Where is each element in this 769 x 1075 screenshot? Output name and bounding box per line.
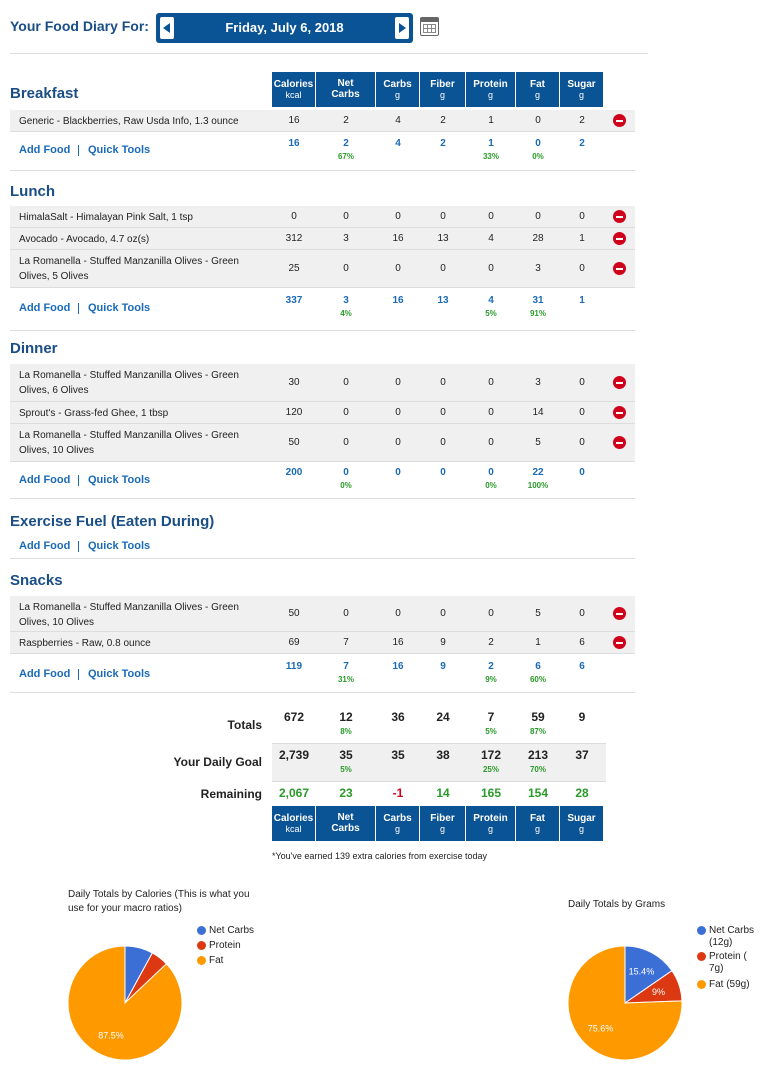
meal-total-carbs: 16 [392, 295, 404, 306]
legend-swatch [197, 926, 206, 935]
summary-goal-calories: 2,739 [278, 748, 310, 762]
food-calories: 69 [288, 637, 300, 648]
meal-total-sugar: 1 [579, 295, 585, 306]
food-fiber: 0 [440, 377, 446, 388]
pie-slice-label: 75.6% [587, 1023, 614, 1034]
meal-total-fiber: 13 [437, 295, 449, 306]
meal-pct-net-carbs: 4% [340, 309, 352, 318]
legend-swatch [197, 941, 206, 950]
legend-label: Protein ( 7g) [709, 951, 747, 974]
col-header-unit: g [439, 90, 445, 100]
pie-slice-label: 15.4% [628, 966, 655, 977]
col-header-label: Fiber [430, 813, 455, 824]
food-net-carbs: 0 [343, 263, 349, 274]
summary-totals-pct-net-carbs: 8% [340, 727, 352, 736]
food-carbs: 0 [395, 263, 401, 274]
grams-chart-title: Daily Totals by Grams [568, 899, 666, 910]
meal-total-calories: 200 [285, 467, 303, 478]
food-carbs: 0 [395, 407, 401, 418]
legend-swatch [697, 926, 706, 935]
meal-total-net-carbs: 3 [343, 295, 349, 306]
food-fat: 5 [535, 437, 541, 448]
legend-label: Net Carbs (12g) [709, 925, 755, 948]
food-fat: 14 [532, 407, 544, 418]
meal-pct-fat: 100% [527, 481, 549, 490]
food-fiber: 0 [440, 608, 446, 619]
meal-total-fiber: 0 [440, 467, 446, 478]
food-name[interactable]: La Romanella - Stuffed Manzanilla Olives - Green Olives, 10 Olives [19, 430, 239, 456]
food-net-carbs: 0 [343, 437, 349, 448]
food-sugar: 1 [579, 233, 585, 244]
meal-total-carbs: 0 [395, 467, 401, 478]
food-fiber: 2 [440, 115, 446, 126]
food-calories: 50 [288, 437, 300, 448]
meal-total-fat: 0 [535, 138, 541, 149]
add-food-link-snacks[interactable]: Add Food [19, 668, 71, 680]
col-header-label: Protein [473, 79, 508, 90]
food-name[interactable]: La Romanella - Stuffed Manzanilla Olives - Green Olives, 5 Olives [19, 256, 239, 282]
meal-title-lunch: Lunch [10, 183, 55, 200]
summary-remaining-protein: 165 [480, 786, 502, 800]
meal-pct-protein: 9% [485, 675, 497, 684]
food-calories: 120 [285, 407, 303, 418]
meal-total-calories: 337 [285, 295, 303, 306]
food-fat: 5 [535, 608, 541, 619]
quick-tools-link-lunch[interactable]: Quick Tools [88, 302, 151, 314]
food-sugar: 6 [579, 637, 585, 648]
meal-pct-net-carbs: 0% [340, 481, 352, 490]
food-net-carbs: 0 [343, 211, 349, 222]
food-protein: 0 [488, 211, 494, 222]
food-fat: 28 [532, 233, 544, 244]
meal-total-carbs: 4 [395, 138, 401, 149]
food-fat: 0 [535, 115, 541, 126]
legend-swatch [697, 980, 706, 989]
meal-pct-net-carbs: 31% [337, 675, 354, 684]
meal-pct-net-carbs: 67% [337, 152, 354, 161]
food-fat: 1 [535, 637, 541, 648]
food-carbs: 4 [395, 115, 401, 126]
col-header-label: Fiber [430, 79, 455, 90]
food-calories: 312 [285, 233, 303, 244]
col-header-label: Fat [530, 79, 545, 90]
col-header-label: Sugar [567, 79, 596, 90]
col-header-unit: g [439, 824, 445, 834]
food-name[interactable]: Generic - Blackberries, Raw Usda Info, 1.3 ounce [19, 115, 239, 127]
food-net-carbs: 0 [343, 407, 349, 418]
col-header-label: Calories [273, 79, 314, 90]
meal-total-calories: 16 [288, 138, 300, 149]
summary-label-totals: Totals [227, 718, 262, 732]
meal-total-fat: 31 [532, 295, 544, 306]
meal-total-protein: 4 [488, 295, 494, 306]
col-header-unit: g [578, 824, 584, 834]
summary-goal-carbs: 35 [391, 748, 405, 762]
food-net-carbs: 0 [343, 608, 349, 619]
legend-label: Net Carbs [209, 925, 255, 936]
food-calories: 30 [288, 377, 300, 388]
summary-goal-protein: 172 [480, 748, 502, 762]
food-protein: 4 [488, 233, 494, 244]
food-sugar: 0 [579, 407, 585, 418]
add-food-link-breakfast[interactable]: Add Food [19, 144, 71, 156]
col-header-unit: g [534, 824, 540, 834]
food-protein: 1 [488, 115, 494, 126]
food-sugar: 0 [579, 608, 585, 619]
meal-pct-fat: 0% [532, 152, 544, 161]
meal-pct-protein: 33% [482, 152, 499, 161]
summary-remaining-fat: 154 [527, 786, 549, 800]
legend-swatch [697, 952, 706, 961]
summary-remaining-calories: 2,067 [278, 786, 310, 800]
food-fiber: 0 [440, 211, 446, 222]
food-protein: 0 [488, 263, 494, 274]
meal-title-snacks: Snacks [10, 572, 63, 589]
meal-total-net-carbs: 7 [343, 661, 349, 672]
food-net-carbs: 3 [343, 233, 349, 244]
summary-totals-fiber: 24 [436, 710, 450, 724]
col-header-unit: g [394, 90, 400, 100]
summary-totals-net-carbs: 12 [339, 710, 353, 724]
food-fat: 0 [535, 211, 541, 222]
pie-slice-label: 9% [652, 986, 666, 997]
food-sugar: 0 [579, 437, 585, 448]
summary-totals-calories: 672 [283, 710, 305, 724]
food-name[interactable]: La Romanella - Stuffed Manzanilla Olives - Green Olives, 6 Olives [19, 370, 239, 396]
summary-goal-fiber: 38 [436, 748, 450, 762]
col-header-unit: g [487, 90, 493, 100]
summary-remaining-fiber: 14 [436, 786, 450, 800]
meal-total-net-carbs: 0 [343, 467, 349, 478]
pie-slice-label: 87.5% [98, 1030, 124, 1041]
food-sugar: 0 [579, 263, 585, 274]
food-name[interactable]: Avocado - Avocado, 4.7 oz(s) [19, 233, 150, 245]
add-food-link-exercise[interactable]: Add Food [19, 540, 71, 552]
meal-title-breakfast: Breakfast [10, 85, 79, 102]
food-fat: 3 [535, 263, 541, 274]
food-calories: 16 [288, 115, 300, 126]
meal-pct-fat: 60% [529, 675, 546, 684]
food-name[interactable]: La Romanella - Stuffed Manzanilla Olives - Green Olives, 10 Olives [19, 602, 239, 628]
exercise-note: *You've earned 139 extra calories from exercise today [272, 851, 488, 861]
food-protein: 2 [488, 637, 494, 648]
food-calories: 50 [288, 608, 300, 619]
meal-total-sugar: 2 [579, 138, 585, 149]
legend-label: Fat (59g) [709, 979, 750, 990]
quick-tools-link-snacks[interactable]: Quick Tools [88, 668, 151, 680]
meal-pct-protein: 0% [485, 481, 497, 490]
col-header-unit: kcal [285, 90, 302, 100]
quick-tools-link-breakfast[interactable]: Quick Tools [88, 144, 151, 156]
meal-title-dinner: Dinner [10, 340, 58, 357]
meal-total-sugar: 6 [579, 661, 585, 672]
meal-total-calories: 119 [285, 661, 303, 672]
current-date: Friday, July 6, 2018 [225, 20, 344, 35]
food-protein: 0 [488, 377, 494, 388]
meal-title-exercise: Exercise Fuel (Eaten During) [10, 513, 215, 530]
summary-goal-sugar: 37 [575, 748, 589, 762]
meal-total-sugar: 0 [579, 467, 585, 478]
food-name[interactable]: HimalaSalt - Himalayan Pink Salt, 1 tsp [19, 211, 193, 223]
food-carbs: 0 [395, 211, 401, 222]
meal-total-fat: 22 [532, 467, 544, 478]
col-header-unit: g [534, 90, 540, 100]
summary-goal-pct-fat: 70% [529, 765, 546, 774]
summary-goal-pct-protein: 25% [482, 765, 499, 774]
col-header-label: Fat [530, 813, 545, 824]
meal-total-protein: 2 [488, 661, 494, 672]
col-header-label: Calories [273, 813, 314, 824]
col-header-label: Net Carbs [331, 78, 360, 100]
summary-label-goal: Your Daily Goal [173, 755, 262, 769]
col-header-unit: g [394, 824, 400, 834]
col-header-unit: g [578, 90, 584, 100]
col-header-label: Sugar [567, 813, 596, 824]
meal-total-protein: 1 [488, 138, 494, 149]
meal-pct-protein: 5% [485, 309, 497, 318]
col-header-label: Protein [473, 813, 508, 824]
food-fiber: 0 [440, 437, 446, 448]
food-carbs: 16 [392, 233, 404, 244]
legend-label: Fat [209, 955, 224, 966]
meal-total-fat: 6 [535, 661, 541, 672]
summary-goal-pct-net-carbs: 5% [340, 765, 352, 774]
col-header-label: Carbs [383, 813, 412, 824]
summary-totals-pct-protein: 5% [485, 727, 497, 736]
meal-total-fiber: 9 [440, 661, 446, 672]
food-name[interactable]: Raspberries - Raw, 0.8 ounce [19, 637, 151, 649]
add-food-link-dinner[interactable]: Add Food [19, 474, 71, 486]
food-carbs: 16 [392, 637, 404, 648]
summary-totals-fat: 59 [531, 710, 545, 724]
food-calories: 25 [288, 263, 300, 274]
food-sugar: 0 [579, 211, 585, 222]
food-name[interactable]: Sprout's - Grass-fed Ghee, 1 tbsp [19, 407, 169, 419]
calories-chart-title: Daily Totals by Calories (This is what you use for your macro ratios) [68, 889, 250, 914]
summary-remaining-sugar: 28 [575, 786, 589, 800]
summary-goal-fat: 213 [527, 748, 549, 762]
food-protein: 0 [488, 407, 494, 418]
food-sugar: 2 [579, 115, 585, 126]
legend-label: Protein [209, 940, 241, 951]
food-carbs: 0 [395, 608, 401, 619]
food-calories: 0 [291, 211, 297, 222]
food-fiber: 13 [437, 233, 449, 244]
summary-label-remaining: Remaining [200, 787, 262, 801]
meal-total-fiber: 2 [440, 138, 446, 149]
food-carbs: 0 [395, 377, 401, 388]
summary-totals-protein: 7 [487, 710, 495, 724]
col-header-label: Carbs [383, 79, 412, 90]
legend-swatch [197, 956, 206, 965]
add-food-link-lunch[interactable]: Add Food [19, 302, 71, 314]
summary-remaining-net-carbs: 23 [339, 786, 353, 800]
col-header-unit: g [487, 824, 493, 834]
meal-pct-fat: 91% [529, 309, 546, 318]
quick-tools-link-exercise[interactable]: Quick Tools [88, 540, 151, 552]
diary-title: Your Food Diary For: [10, 18, 149, 34]
summary-totals-sugar: 9 [578, 710, 586, 724]
summary-remaining-carbs: -1 [392, 786, 404, 800]
food-protein: 0 [488, 608, 494, 619]
summary-totals-pct-fat: 87% [529, 727, 546, 736]
food-fiber: 0 [440, 263, 446, 274]
food-protein: 0 [488, 437, 494, 448]
col-header-label: Net Carbs [331, 812, 360, 834]
quick-tools-link-dinner[interactable]: Quick Tools [88, 474, 151, 486]
meal-total-carbs: 16 [392, 661, 404, 672]
summary-totals-carbs: 36 [391, 710, 405, 724]
food-sugar: 0 [579, 377, 585, 388]
food-net-carbs: 0 [343, 377, 349, 388]
food-net-carbs: 2 [343, 115, 349, 126]
meal-total-protein: 0 [488, 467, 494, 478]
meal-total-net-carbs: 2 [343, 138, 349, 149]
food-fiber: 9 [440, 637, 446, 648]
food-fiber: 0 [440, 407, 446, 418]
summary-goal-net-carbs: 35 [339, 748, 353, 762]
food-carbs: 0 [395, 437, 401, 448]
food-fat: 3 [535, 377, 541, 388]
food-net-carbs: 7 [343, 637, 349, 648]
col-header-unit: kcal [285, 824, 302, 834]
